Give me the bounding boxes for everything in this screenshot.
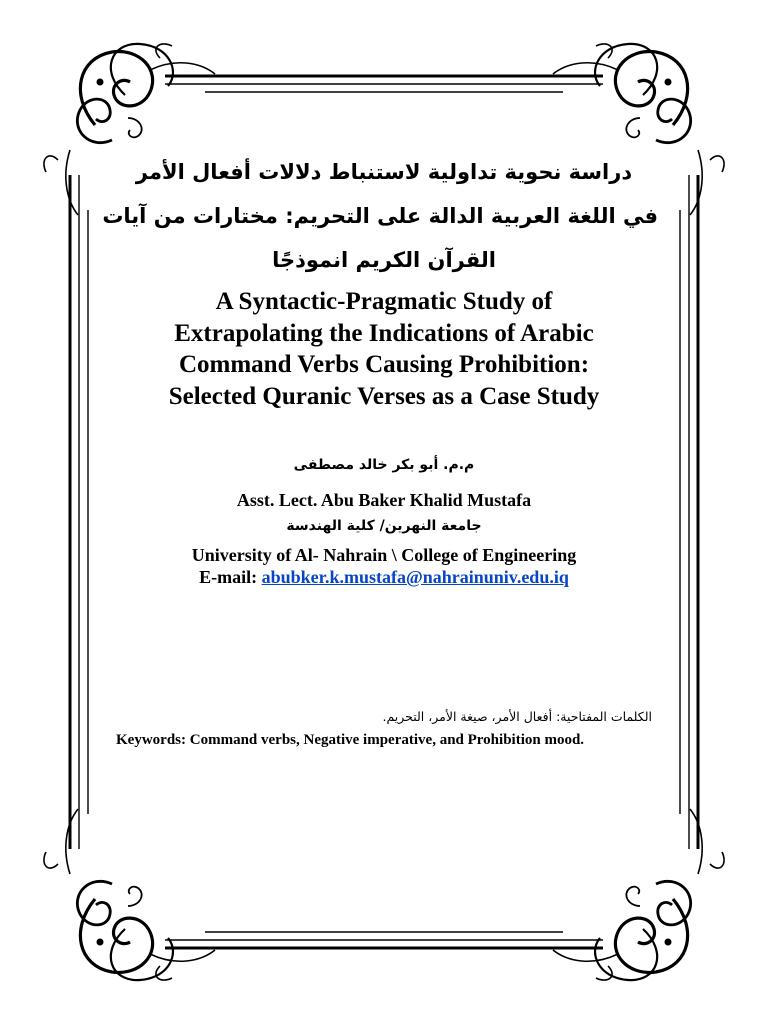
affiliation-english: University of Al- Nahrain \ College of Engineering [191, 545, 577, 565]
english-title-line-4: Selected Quranic Verses as a Case Study [168, 382, 600, 410]
affiliation-arabic: جامعة النهرين/ كلية الهندسة [286, 518, 482, 534]
english-title [0, 286, 768, 412]
author-arabic: م.م. أبو بكر خالد مصطفى [293, 457, 475, 473]
keywords-english: Keywords: Command verbs, Negative imperative, and Prohibition mood. [116, 732, 585, 748]
email-line [0, 567, 768, 588]
arabic-title-line-2: في اللغة العربية الدالة على التحريم: مختارات من آيات [102, 204, 658, 228]
arabic-title-line-3: القرآن الكريم انموذجًا [272, 248, 496, 272]
english-title-line-1: A Syntactic-Pragmatic Study of [215, 288, 553, 315]
author-english: Asst. Lect. Abu Baker Khalid Mustafa [236, 490, 532, 510]
email-label: E-mail: [199, 567, 258, 587]
email-link[interactable]: abubker.k.mustafa@nahrainuniv.edu.iq [261, 567, 569, 587]
english-title-line-2: Extrapolating the Indications of Arabic [174, 319, 594, 347]
arabic-title-line-1: دراسة نحوية تداولية لاستنباط دلالات أفعال الأمر [135, 160, 633, 184]
english-title-line-3: Command Verbs Causing Prohibition: [178, 351, 590, 378]
arabic-title [102, 150, 658, 282]
keywords-arabic: الكلمات المفتاحية: أفعال الأمر، صيغة الأمر، التحريم. [382, 709, 652, 724]
